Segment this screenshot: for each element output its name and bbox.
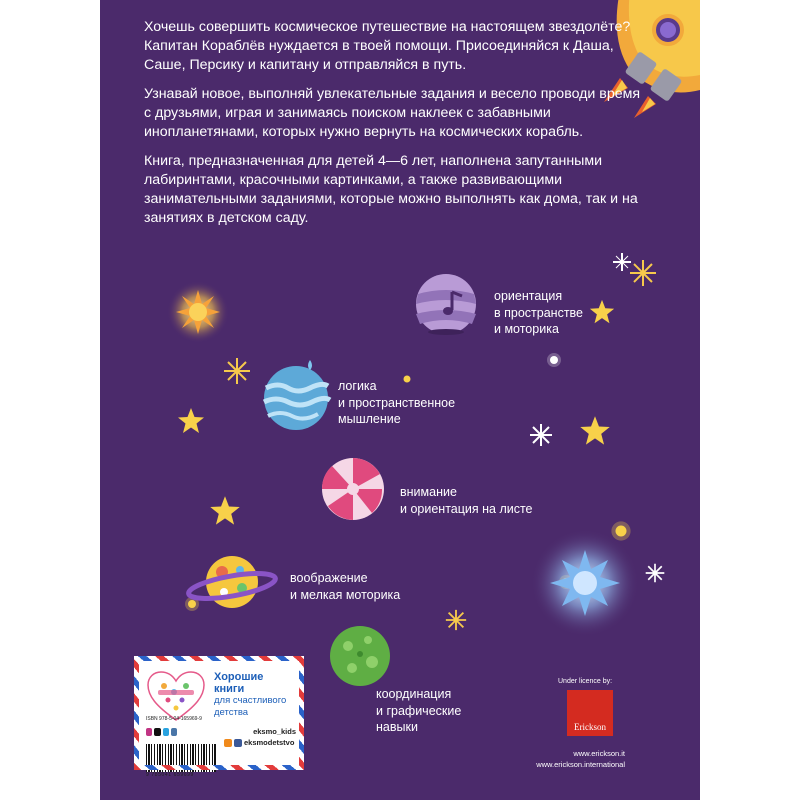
blue-glow-star-icon — [530, 528, 640, 638]
star-icon — [176, 406, 206, 436]
candy-planet-illustration — [320, 456, 386, 522]
social-handle-2: eksmodetstvo — [244, 738, 295, 747]
intro-text — [144, 18, 644, 238]
url-it: www.erickson.it — [573, 749, 625, 758]
green-planet-illustration — [326, 622, 394, 690]
badge-title: Хорошие книги для счастливого детства — [214, 671, 287, 718]
ean-number: 9 785041 659699 — [146, 772, 194, 778]
blue-planet-illustration — [258, 356, 334, 432]
sparkle-icon — [444, 608, 468, 632]
sun-star-icon — [166, 280, 230, 344]
skill-orientation: ориентация в пространстве и моторика — [494, 289, 583, 336]
heart-logo-icon — [146, 670, 206, 722]
skill-coordination: координация и графические навыки — [376, 687, 462, 734]
glow-dot-icon — [546, 352, 562, 368]
ringed-planet-illustration — [184, 548, 280, 616]
ok-icon — [224, 739, 232, 747]
back-cover — [100, 0, 700, 800]
intro-paragraph-2: Узнавай новое, выполняй увлекательные задания и весело проводи время с друзьями, играя и занимаясь поиском наклеек с забавными инопланетянами, которых нужно вернуть на космических корабль. — [144, 86, 641, 140]
skill-logic: логика и пространственное мышление — [338, 379, 456, 426]
skill-imagination: воображение и мелкая моторика — [290, 571, 401, 602]
barcode-bars — [146, 744, 216, 772]
url-international: www.erickson.international — [536, 760, 625, 769]
sparkle-icon — [222, 356, 252, 386]
skill-attention: внимание и ориентация на листе — [400, 485, 533, 516]
purple-planet-illustration — [406, 270, 486, 338]
isbn-text: ISBN 978-5-04-165969-9 — [146, 716, 202, 722]
good-books-badge — [134, 656, 304, 778]
barcode — [146, 716, 218, 778]
facebook-icon — [234, 739, 242, 747]
sparkle-icon — [644, 562, 666, 584]
erickson-logo: Erickson — [567, 690, 613, 736]
star-icon — [578, 414, 612, 448]
sparkle-icon — [528, 422, 554, 448]
star-icon — [588, 298, 616, 326]
licence-label: Under licence by: — [558, 678, 613, 685]
social-handle-1: eksmo_kids — [253, 727, 297, 736]
star-icon — [208, 494, 242, 528]
sparkle-icon — [628, 258, 658, 288]
intro-paragraph-1: Хочешь совершить космическое путешествие на настоящем звездолёте? Капитан Кораблёв нуждается в твоей помощи. Присоединяйся к Даша, Саше, Персику и капитану и отправляйся в путь. — [144, 19, 631, 73]
publisher-urls — [525, 748, 625, 770]
intro-paragraph-3: Книга, предназначенная для детей 4—6 лет, наполнена запутанными лабиринтами, красочными картинками, а также развивающими занимательными заданиями, которые можно выполнять как дома, так и на занятиях в детском саду. — [144, 153, 638, 226]
